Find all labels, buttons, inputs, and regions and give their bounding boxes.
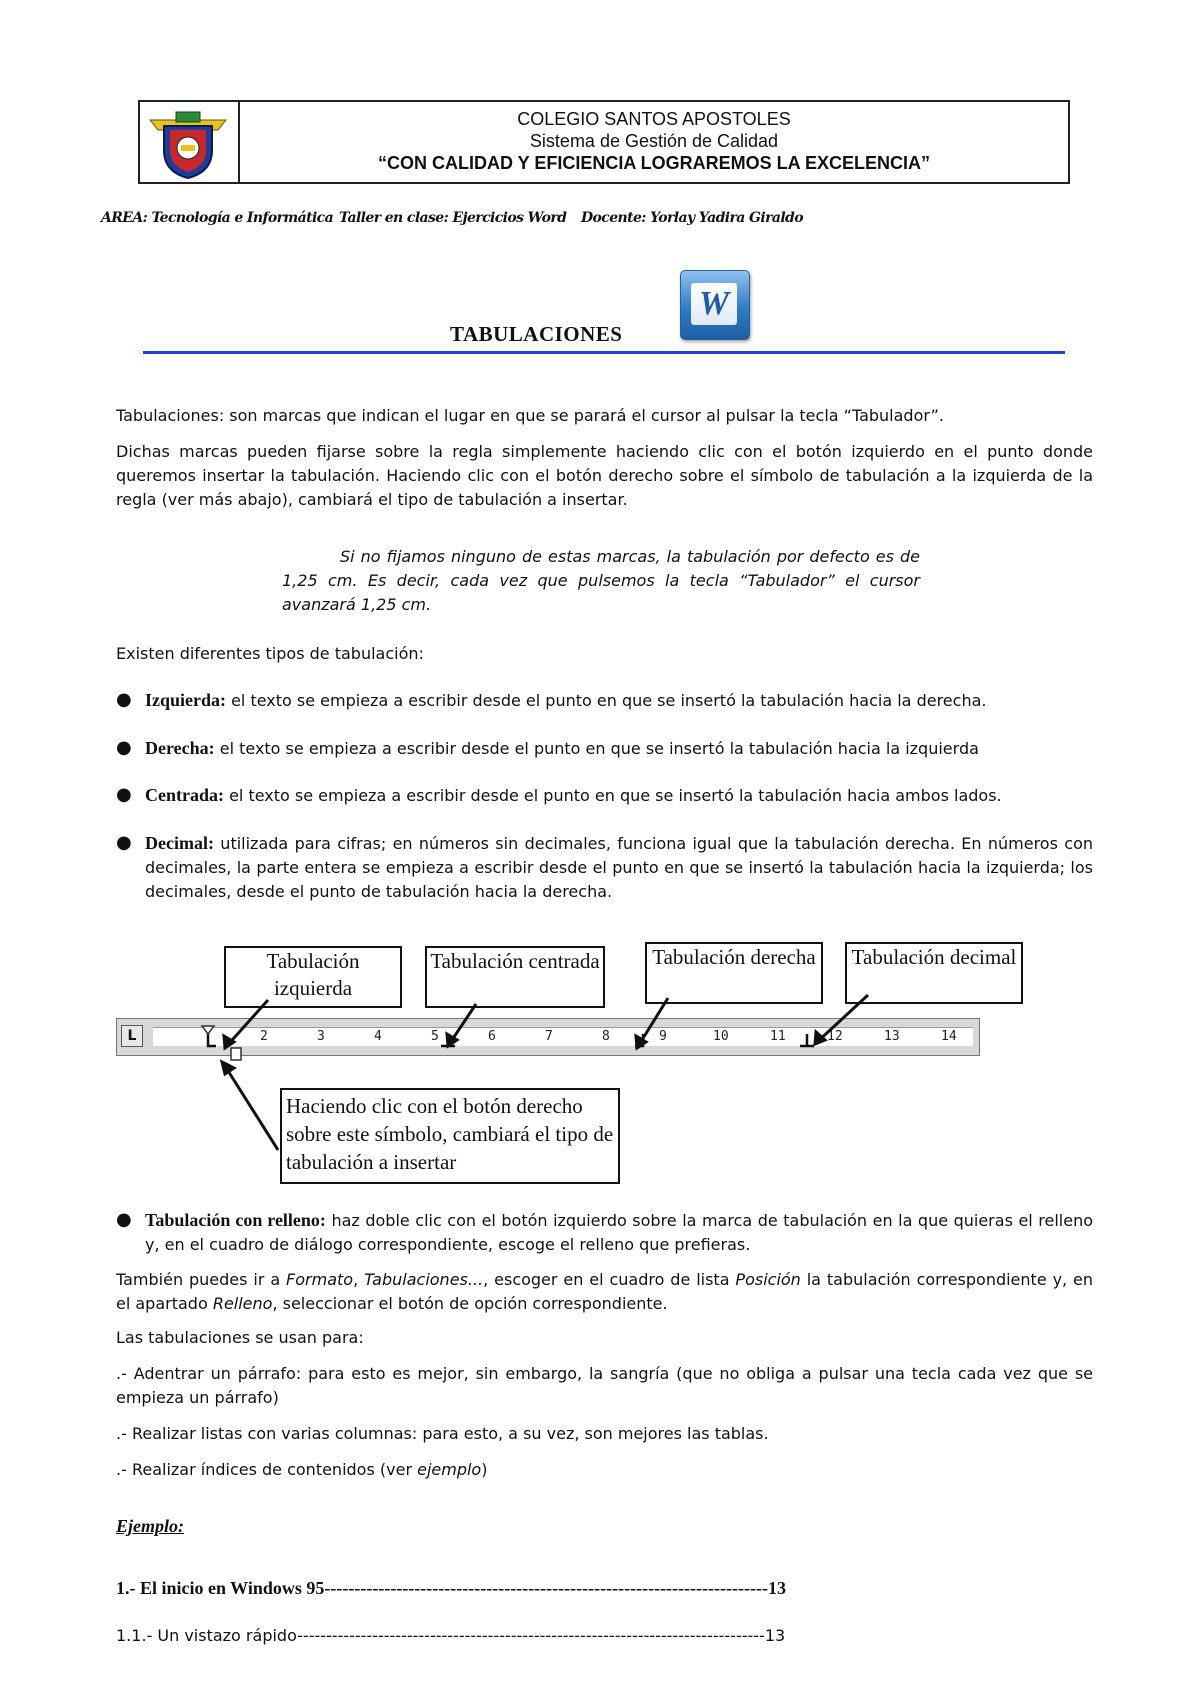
menu-tabulaciones: Tabulaciones...: [364, 1270, 484, 1289]
bullet-term: Tabulación con relleno:: [145, 1210, 326, 1230]
bullet-text: el texto se empieza a escribir desde el punto en que se insertó la tabulación hacia la izquierda: [214, 739, 979, 758]
callout-left-tab: Tabulación izquierda: [224, 946, 402, 1008]
field-posicion: Posición: [735, 1270, 801, 1289]
ruler-number: 2: [260, 1029, 268, 1044]
ruler-number: 14: [941, 1029, 957, 1044]
uses-intro: Las tabulaciones se usan para:: [116, 1328, 364, 1347]
toc-label: 1.- El inicio en Windows 95: [116, 1578, 325, 1598]
bullet-icon: ●: [116, 784, 132, 805]
callout-center-tab: Tabulación centrada: [425, 946, 605, 1008]
ruler-number: 11: [770, 1029, 786, 1044]
bullet-icon: ●: [116, 832, 132, 853]
example-heading: Ejemplo:: [116, 1516, 184, 1536]
page-title: TABULACIONES: [450, 322, 623, 346]
area-label: AREA: Tecnología e Informática: [101, 210, 334, 226]
bullet-text: el texto se empieza a escribir desde el punto en que se insertó la tabulación hacia ambos lados.: [224, 786, 1002, 805]
left-tab-marker: [208, 1034, 216, 1046]
text: .- Realizar índices de contenidos (ver: [116, 1460, 418, 1479]
bullet-text: el texto se empieza a escribir desde el punto en que se insertó la tabulación hacia la derecha.: [226, 691, 987, 710]
paragraph-how-to: Dichas marcas pueden fijarse sobre la regla simplemente haciendo clic con el botón izquierdo en el punto donde queremos insertar la tabulación. Haciendo clic con el botón derecho sobre el símbolo de tabulación a la izquierda de la regla (ver más abajo), cambiará el tipo de tabulación a insertar.: [116, 442, 1093, 509]
paragraph-definition: Tabulaciones: son marcas que indican el lugar en que se parará el cursor al pulsar la tecla “Tabulador”.: [116, 406, 944, 425]
ruler-number: 10: [713, 1029, 729, 1044]
bullet-text: utilizada para cifras; en números sin decimales, funciona igual que la tabulación derecha. En números con decimales, la parte entera se empieza a escribir desde el punto en que se insertó la tabulación hacia la izquierda; los decimales, desde el punto de tabulación hacia la derecha.: [145, 834, 1093, 901]
first-line-indent-marker: [202, 1026, 214, 1034]
callout-right-tab: Tabulación derecha: [645, 942, 823, 1004]
note-default-tab: Si no fijamos ninguno de estas marcas, la tabulación por defecto es de 1,25 cm. Es decir, cada vez que pulsemos la tecla “Tabulador” el cursor avanzará 1,25 cm.: [282, 547, 920, 614]
types-intro: Existen diferentes tipos de tabulación:: [116, 644, 424, 663]
bullet-term: Derecha:: [145, 738, 215, 758]
ruler-number: 7: [545, 1029, 553, 1044]
teacher-label: Docente: Yorlay Yadira Giraldo: [581, 210, 803, 226]
bullet-term: Centrada:: [145, 785, 224, 805]
text: ,: [353, 1270, 365, 1289]
field-relleno: Relleno: [212, 1294, 273, 1313]
toc-entry: [116, 1626, 785, 1645]
text: , escoger en el cuadro de lista: [483, 1270, 736, 1289]
text: , seleccionar el botón de opción correspondiente.: [272, 1294, 668, 1313]
ruler-number: 5: [431, 1029, 439, 1044]
motto: “CON CALIDAD Y EFICIENCIA LOGRAREMOS LA EXCELENCIA”: [377, 153, 931, 173]
toc-leader: ---------------------------------------------------------------------------------: [297, 1626, 765, 1645]
callout-selector: Haciendo clic con el botón derecho sobre este símbolo, cambiará el tipo de tabulación a insertar: [280, 1088, 620, 1184]
ruler-number: 13: [884, 1029, 900, 1044]
bullet-icon: ●: [116, 1209, 132, 1230]
ruler-number: 12: [827, 1029, 843, 1044]
text: la tabulación correspondiente y, en el apartado: [116, 1270, 1094, 1313]
use-item: [116, 1458, 1093, 1482]
bullet-text: haz doble clic con el botón izquierdo sobre la marca de tabulación en la que quieras el relleno y, en el cuadro de diálogo correspondiente, escoge el relleno que prefieras.: [145, 1211, 1094, 1254]
toc-page: 13: [767, 1578, 786, 1598]
ruler-number: 4: [374, 1029, 382, 1044]
toc-label: 1.1.- Un vistazo rápido: [116, 1626, 298, 1645]
use-item: .- Realizar listas con varias columnas: para esto, a su vez, son mejores las tablas.: [116, 1424, 769, 1443]
bullet-term: Decimal:: [145, 833, 214, 853]
bullet-icon: ●: [116, 737, 132, 758]
word-letter: W: [691, 283, 737, 325]
bullet-term: Izquierda:: [145, 690, 226, 710]
use-item: .- Adentrar un párrafo: para esto es mejor, sin embargo, la sangría (que no obliga a pulsar una tecla cada vez que se empieza un párrafo): [116, 1364, 1093, 1407]
text: También puedes ir a: [116, 1270, 287, 1289]
list-item: [116, 1208, 1093, 1256]
decimal-tab-marker: [800, 1034, 814, 1046]
ruler-number: 9: [659, 1029, 667, 1044]
workshop-label: Taller en clase: Ejercicios Word: [339, 210, 567, 226]
ruler-number: 6: [488, 1029, 496, 1044]
tab-selector-button[interactable]: L: [121, 1025, 143, 1047]
ruler-number: 3: [317, 1029, 325, 1044]
toc-entry: [116, 1578, 786, 1599]
school-name: COLEGIO SANTOS APOSTOLES: [517, 109, 791, 129]
quality-system: Sistema de Gestión de Calidad: [529, 131, 779, 151]
example-link-text: ejemplo: [417, 1460, 482, 1479]
menu-formato: Formato: [286, 1270, 354, 1289]
hanging-indent-marker: [231, 1048, 241, 1060]
ruler-number: 8: [602, 1029, 610, 1044]
bullet-icon: ●: [116, 689, 132, 710]
toc-leader: --------------------------------------------------------------------------: [324, 1578, 768, 1598]
toc-page: 13: [764, 1626, 786, 1645]
callout-decimal-tab: Tabulación decimal: [845, 942, 1023, 1004]
text: ): [481, 1460, 488, 1479]
paragraph-format-menu: [116, 1268, 1093, 1316]
